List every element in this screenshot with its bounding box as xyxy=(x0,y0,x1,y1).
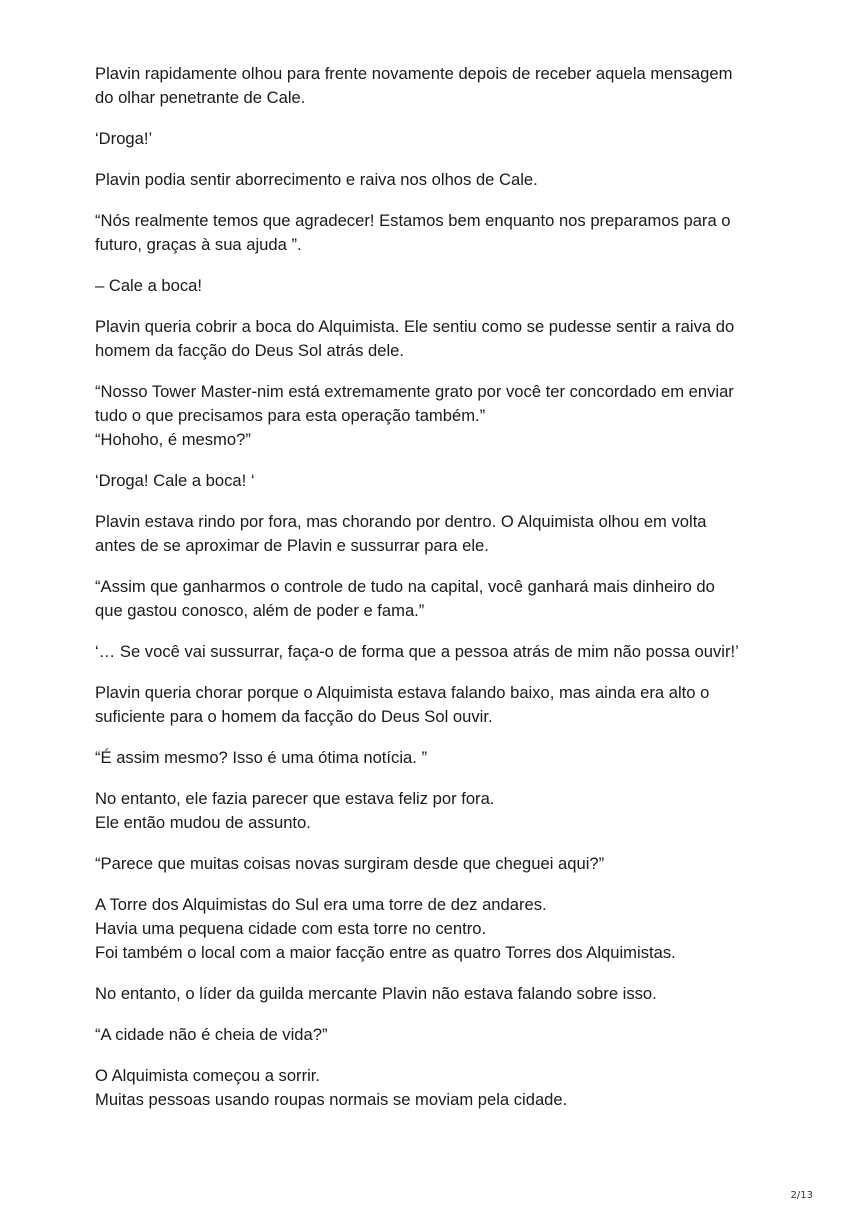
body-text xyxy=(95,62,795,1129)
text-line: Ele então mudou de assunto. xyxy=(95,813,311,832)
paragraph xyxy=(95,982,795,1006)
paragraph xyxy=(95,62,795,110)
text-line: Plavin podia sentir aborrecimento e raiva nos olhos de Cale. xyxy=(95,170,538,189)
text-line: “A cidade não é cheia de vida?” xyxy=(95,1025,328,1044)
paragraph xyxy=(95,746,795,770)
text-line: Plavin queria chorar porque o Alquimista estava falando baixo, mas ainda era alto o xyxy=(95,683,710,702)
text-line: suficiente para o homem da facção do Deus Sol ouvir. xyxy=(95,707,493,726)
paragraph xyxy=(95,1064,795,1112)
text-line: “Assim que ganharmos o controle de tudo na capital, você ganhará mais dinheiro do xyxy=(95,577,715,596)
text-line: A Torre dos Alquimistas do Sul era uma torre de dez andares. xyxy=(95,895,547,914)
text-line: No entanto, o líder da guilda mercante Plavin não estava falando sobre isso. xyxy=(95,984,657,1003)
paragraph xyxy=(95,575,795,623)
text-line: O Alquimista começou a sorrir. xyxy=(95,1066,321,1085)
text-line: futuro, graças à sua ajuda ”. xyxy=(95,235,302,254)
paragraph xyxy=(95,852,795,876)
text-line: Muitas pessoas usando roupas normais se moviam pela cidade. xyxy=(95,1090,568,1109)
text-line: “Nós realmente temos que agradecer! Estamos bem enquanto nos preparamos para o xyxy=(95,211,731,230)
text-line: Plavin estava rindo por fora, mas chorando por dentro. O Alquimista olhou em volta xyxy=(95,512,707,531)
text-line: “Nosso Tower Master-nim está extremamente grato por você ter concordado em enviar xyxy=(95,382,734,401)
text-line: do olhar penetrante de Cale. xyxy=(95,88,306,107)
text-line: antes de se aproximar de Plavin e sussurrar para ele. xyxy=(95,536,489,555)
text-line: Foi também o local com a maior facção entre as quatro Torres dos Alquimistas. xyxy=(95,943,676,962)
text-line: No entanto, ele fazia parecer que estava feliz por fora. xyxy=(95,789,495,808)
text-line: que gastou conosco, além de poder e fama.” xyxy=(95,601,425,620)
text-line: “Parece que muitas coisas novas surgiram desde que cheguei aqui?” xyxy=(95,854,605,873)
text-line: homem da facção do Deus Sol atrás dele. xyxy=(95,341,405,360)
text-line: Plavin rapidamente olhou para frente novamente depois de receber aquela mensagem xyxy=(95,64,733,83)
paragraph xyxy=(95,893,795,965)
text-line: tudo o que precisamos para esta operação também.” xyxy=(95,406,486,425)
paragraph xyxy=(95,209,795,257)
paragraph xyxy=(95,469,795,493)
text-line: Plavin queria cobrir a boca do Alquimista. Ele sentiu como se pudesse sentir a raiva do xyxy=(95,317,735,336)
paragraph xyxy=(95,127,795,151)
text-line: – Cale a boca! xyxy=(95,276,203,295)
paragraph xyxy=(95,640,795,664)
text-line: “É assim mesmo? Isso é uma ótima notícia. ” xyxy=(95,748,427,767)
paragraph xyxy=(95,274,795,298)
paragraph xyxy=(95,168,795,192)
paragraph xyxy=(95,681,795,729)
paragraph xyxy=(95,380,795,452)
text-line: ‘Droga! Cale a boca! ‘ xyxy=(95,471,255,490)
paragraph xyxy=(95,315,795,363)
paragraph xyxy=(95,787,795,835)
paragraph xyxy=(95,510,795,558)
text-line: ‘… Se você vai sussurrar, faça-o de forma que a pessoa atrás de mim não possa ouvir!’ xyxy=(95,642,739,661)
text-line: Havia uma pequena cidade com esta torre no centro. xyxy=(95,919,487,938)
paragraph xyxy=(95,1023,795,1047)
text-line: “Hohoho, é mesmo?” xyxy=(95,430,251,449)
page-number: 2/13 xyxy=(790,1190,813,1201)
text-line: ‘Droga!’ xyxy=(95,129,153,148)
